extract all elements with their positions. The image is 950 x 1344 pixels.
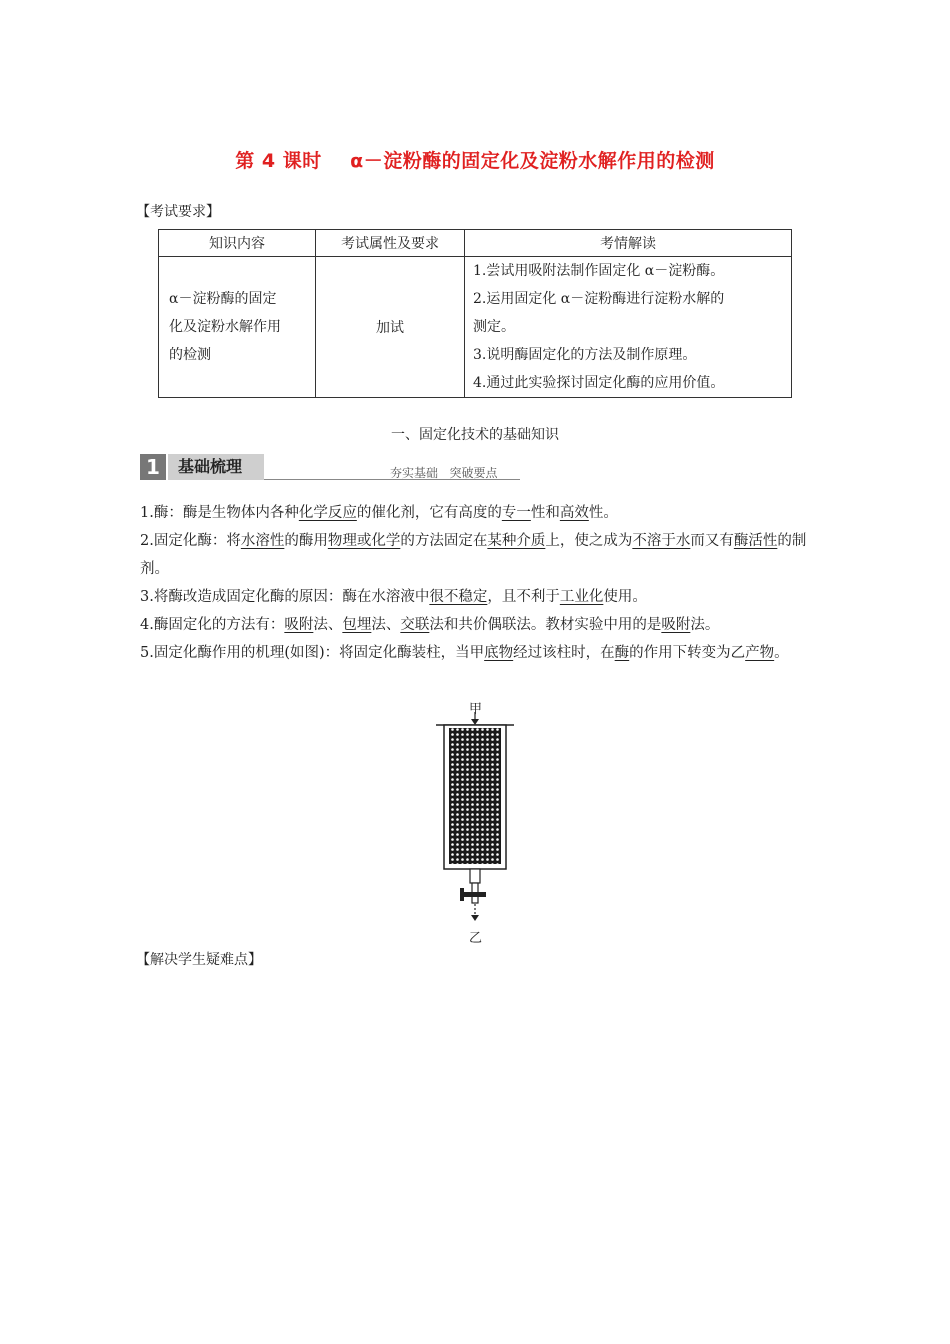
paragraph-text: ，且不利于 — [487, 589, 560, 605]
paragraph-text: 的作用下转变为乙 — [629, 645, 746, 661]
cell-line: 的检测 — [169, 347, 211, 363]
table-header: 考情解读 — [465, 230, 792, 257]
attribute-cell: 加试 — [316, 257, 465, 398]
banner-subtitle: 夯实基础 突破要点 — [390, 466, 498, 480]
paragraph-text: 的方法固定在 — [400, 533, 488, 549]
paragraph-text: 的酶用 — [284, 533, 328, 549]
table-header: 考试属性及要求 — [316, 230, 465, 257]
answer-blank: 吸附 — [661, 617, 691, 633]
enzyme-column-diagram — [430, 712, 520, 932]
answer-blank: 交联 — [400, 617, 430, 633]
interpretation-line: 2.运用固定化 α－淀粉酶进行淀粉水解的 — [473, 291, 725, 307]
paragraph-text: 。 — [774, 645, 789, 661]
page-title: 第 4 课时 α－淀粉酶的固定化及淀粉水解作用的检测 — [235, 150, 715, 172]
answer-blank: 产物 — [745, 645, 775, 661]
interpretation-line: 测定。 — [473, 319, 515, 335]
section-banner — [140, 454, 520, 484]
paragraph-text: 法、 — [371, 617, 401, 633]
answer-blank: 水溶性 — [240, 533, 285, 549]
paragraph-text: 1.酶：酶是生物体内各种 — [140, 505, 299, 521]
paragraph-text: 法和共价偶联法。教材实验中用的是 — [429, 617, 662, 633]
paragraph-text: 法、 — [313, 617, 343, 633]
paragraph-text: 上，使之成为 — [545, 533, 633, 549]
paragraph-text: 而又有 — [690, 533, 734, 549]
paragraph — [140, 499, 820, 527]
requirements-table — [158, 229, 792, 398]
figure-label-top: 甲 — [469, 702, 483, 717]
paragraph-text: 经过该柱时，在 — [513, 645, 615, 661]
answer-blank: 工业化 — [559, 589, 604, 605]
figure-label-bottom: 乙 — [469, 931, 483, 946]
answer-blank: 酶活性 — [733, 533, 778, 549]
interpretation-cell — [465, 257, 792, 398]
answer-blank: 不溶于水 — [632, 533, 691, 549]
paragraph — [140, 611, 820, 639]
paragraph-text: 的制剂。 — [140, 533, 807, 577]
paragraph — [140, 639, 820, 667]
section-heading: 一、固定化技术的基础知识 — [391, 427, 559, 443]
paragraph-text: 4.酶固定化的方法有： — [140, 617, 285, 633]
paragraph-text: 的催化剂，它有高度的 — [356, 505, 502, 521]
cell-line: 化及淀粉水解作用 — [169, 319, 281, 335]
cell-line: α－淀粉酶的固定 — [169, 291, 277, 307]
table-header: 知识内容 — [159, 230, 316, 257]
paragraph-text: 法。 — [690, 617, 720, 633]
answer-blank: 高效 — [559, 505, 589, 521]
paragraph-text: 5.固定化酶作用的机理(如图)：将固定化酶装柱，当甲 — [140, 645, 485, 661]
answer-blank: 底物 — [484, 645, 514, 661]
answer-blank: 物理或化学 — [327, 533, 401, 549]
interpretation-line: 1.尝试用吸附法制作固定化 α－淀粉酶。 — [473, 263, 725, 279]
paragraph-text: 性。 — [588, 505, 618, 521]
table-row — [159, 257, 792, 398]
answer-blank: 吸附 — [284, 617, 314, 633]
paragraph — [140, 583, 820, 611]
banner-title: 基础梳理 — [168, 454, 264, 480]
answer-blank: 酶 — [614, 645, 630, 661]
paragraph-text: 2.固定化酶：将 — [140, 533, 241, 549]
table-header-row — [159, 230, 792, 257]
paragraph-text: 使用。 — [603, 589, 647, 605]
answer-blank: 包埋 — [342, 617, 372, 633]
answer-blank: 某种介质 — [487, 533, 546, 549]
paragraph — [140, 527, 820, 583]
interpretation-line: 3.说明酶固定化的方法及制作原理。 — [473, 347, 697, 363]
knowledge-content-cell — [159, 257, 316, 398]
answer-blank: 化学反应 — [298, 505, 357, 521]
paragraph-text: 3.将酶改造成固定化酶的原因：酶在水溶液中 — [140, 589, 430, 605]
answer-blank: 很不稳定 — [429, 589, 488, 605]
interpretation-line: 4.通过此实验探讨固定化酶的应用价值。 — [473, 375, 725, 391]
banner-number: 1 — [140, 454, 166, 480]
paragraph-text: 性和 — [530, 505, 560, 521]
student-difficulties-label: 【解决学生疑难点】 — [136, 952, 262, 968]
answer-blank: 专一 — [501, 505, 531, 521]
exam-requirements-label: 【考试要求】 — [136, 204, 220, 220]
